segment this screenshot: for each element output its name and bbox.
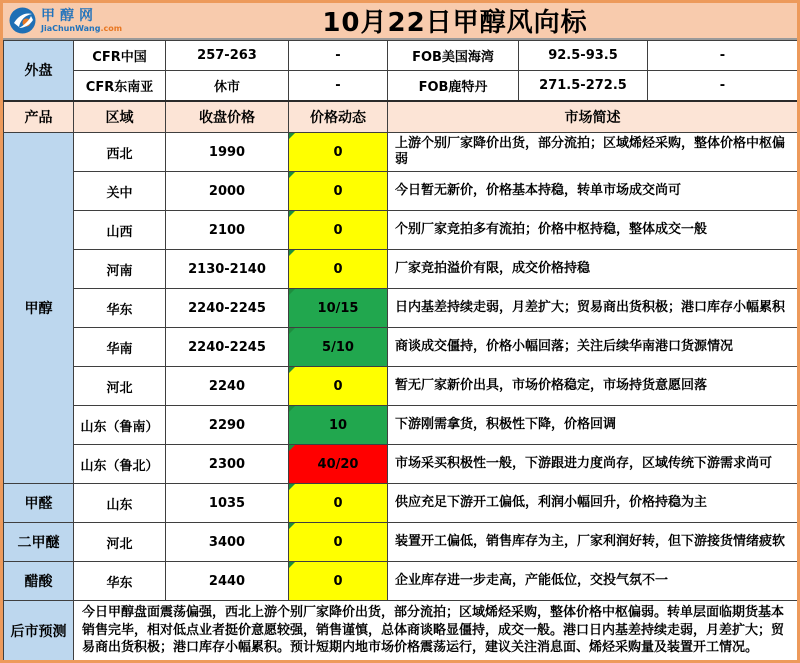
market-summary-cell: 上游个别厂家降价出货，部分流拍；区域烯烃采购，整体价格中枢偏弱 — [388, 133, 798, 172]
product-data-row — [4, 445, 798, 484]
product-data-row — [4, 406, 798, 445]
header-close-price: 收盘价格 — [166, 101, 289, 133]
table-header-row — [4, 101, 798, 133]
jiachunwang-logo — [3, 7, 153, 34]
close-price-cell: 2240-2245 — [166, 328, 289, 367]
product-data-row — [4, 367, 798, 406]
market-summary-cell: 企业库存进一步走高，产能低位，交投气氛不一 — [388, 562, 798, 601]
product-data-row — [4, 211, 798, 250]
region-cell: 山东（鲁南） — [74, 406, 166, 445]
ext-name-cell: FOB美国海湾 — [388, 41, 519, 71]
external-market-row — [4, 41, 798, 71]
price-change-cell: 5/10 — [289, 328, 388, 367]
product-data-row — [4, 289, 798, 328]
region-cell: 华南 — [74, 328, 166, 367]
header-market-summary: 市场简述 — [388, 101, 798, 133]
forecast-text: 今日甲醇盘面震荡偏强，西北上游个别厂家降价出货，部分流拍；区域烯烃采购，整体价格中枢偏弱。转单层面临期货基本销售完毕，相对低点业者挺价意愿较强，销售谨慎，总体商谈略显僵持，成交一般。港口日内基差持续走弱，月差扩大；贸易商出货积极；港口库存小幅累积。预计短期内地市场价格震荡运行，建议关注消息面、烯烃采购量及装置开工情况。 — [74, 601, 798, 661]
title-bar — [3, 3, 797, 40]
ext-change-cell: - — [648, 41, 798, 71]
header-product: 产品 — [4, 101, 74, 133]
region-cell: 河北 — [74, 523, 166, 562]
price-change-cell: 0 — [289, 562, 388, 601]
external-market-row — [4, 71, 798, 101]
product-data-row — [4, 133, 798, 172]
forecast-row — [4, 601, 798, 661]
product-data-row — [4, 172, 798, 211]
close-price-cell: 2300 — [166, 445, 289, 484]
ext-name-cell: CFR中国 — [74, 41, 166, 71]
forecast-section — [4, 601, 798, 661]
close-price-cell: 2440 — [166, 562, 289, 601]
site-url: JiaChunWang.com — [41, 23, 123, 33]
product-data-row — [4, 523, 798, 562]
ext-name-cell: CFR东南亚 — [74, 71, 166, 101]
price-change-cell: 0 — [289, 367, 388, 406]
region-cell: 华东 — [74, 562, 166, 601]
region-cell: 华东 — [74, 289, 166, 328]
close-price-cell: 2100 — [166, 211, 289, 250]
ext-change-cell: - — [289, 71, 388, 101]
jiachunwang-logo-icon — [9, 7, 36, 34]
price-change-cell: 0 — [289, 172, 388, 211]
close-price-cell: 2290 — [166, 406, 289, 445]
region-cell: 西北 — [74, 133, 166, 172]
product-label: 甲醇 — [4, 133, 74, 484]
price-change-cell: 40/20 — [289, 445, 388, 484]
region-cell: 河南 — [74, 250, 166, 289]
close-price-cell: 3400 — [166, 523, 289, 562]
market-summary-cell: 装置开工偏低，销售库存为主，厂家利润好转，但下游接货情绪疲软 — [388, 523, 798, 562]
price-change-cell: 0 — [289, 133, 388, 172]
price-table — [3, 40, 798, 661]
price-change-cell: 0 — [289, 211, 388, 250]
product-data-row — [4, 328, 798, 367]
close-price-cell: 1035 — [166, 484, 289, 523]
product-label: 醋酸 — [4, 562, 74, 601]
header-price-change: 价格动态 — [289, 101, 388, 133]
market-summary-cell: 厂家竞拍溢价有限，成交价格持稳 — [388, 250, 798, 289]
site-name: 甲醇网 — [41, 7, 98, 24]
logo-text — [41, 9, 122, 33]
region-cell: 山东（鲁北） — [74, 445, 166, 484]
external-market-section — [4, 41, 798, 101]
close-price-cell: 2000 — [166, 172, 289, 211]
price-change-cell: 0 — [289, 484, 388, 523]
market-summary-cell: 暂无厂家新价出具，市场价格稳定，市场持货意愿回落 — [388, 367, 798, 406]
price-change-cell: 10 — [289, 406, 388, 445]
price-change-cell: 0 — [289, 523, 388, 562]
close-price-cell: 1990 — [166, 133, 289, 172]
market-summary-cell: 今日暂无新价，价格基本持稳，转单市场成交尚可 — [388, 172, 798, 211]
ext-change-cell: - — [648, 71, 798, 101]
market-summary-cell: 日内基差持续走弱，月差扩大；贸易商出货积极；港口库存小幅累积 — [388, 289, 798, 328]
product-data-row — [4, 250, 798, 289]
region-cell: 山东 — [74, 484, 166, 523]
market-summary-cell: 供应充足下游开工偏低，利润小幅回升，价格持稳为主 — [388, 484, 798, 523]
market-summary-cell: 商谈成交僵持，价格小幅回落；关注后续华南港口货源情况 — [388, 328, 798, 367]
ext-price-cell: 271.5-272.5 — [519, 71, 648, 101]
close-price-cell: 2240 — [166, 367, 289, 406]
page-title: 10月22日甲醇风向标 — [322, 8, 588, 38]
external-market-label: 外盘 — [4, 41, 74, 101]
forecast-label: 后市预测 — [4, 601, 74, 661]
product-label: 甲醛 — [4, 484, 74, 523]
market-summary-cell: 市场采买积极性一般，下游跟进力度尚存，区域传统下游需求尚可 — [388, 445, 798, 484]
ext-price-cell: 92.5-93.5 — [519, 41, 648, 71]
product-rows-section — [4, 133, 798, 601]
table-header-section — [4, 101, 798, 133]
ext-price-cell: 257-263 — [166, 41, 289, 71]
region-cell: 河北 — [74, 367, 166, 406]
product-label: 二甲醚 — [4, 523, 74, 562]
product-data-row — [4, 484, 798, 523]
price-change-cell: 10/15 — [289, 289, 388, 328]
market-summary-cell: 下游刚需拿货，积极性下降，价格回调 — [388, 406, 798, 445]
region-cell: 关中 — [74, 172, 166, 211]
product-data-row — [4, 562, 798, 601]
header-region: 区域 — [74, 101, 166, 133]
market-summary-cell: 个别厂家竞拍多有流拍；价格中枢持稳，整体成交一般 — [388, 211, 798, 250]
region-cell: 山西 — [74, 211, 166, 250]
ext-change-cell: - — [289, 41, 388, 71]
close-price-cell: 2240-2245 — [166, 289, 289, 328]
ext-price-cell: 休市 — [166, 71, 289, 101]
close-price-cell: 2130-2140 — [166, 250, 289, 289]
price-change-cell: 0 — [289, 250, 388, 289]
ext-name-cell: FOB鹿特丹 — [388, 71, 519, 101]
